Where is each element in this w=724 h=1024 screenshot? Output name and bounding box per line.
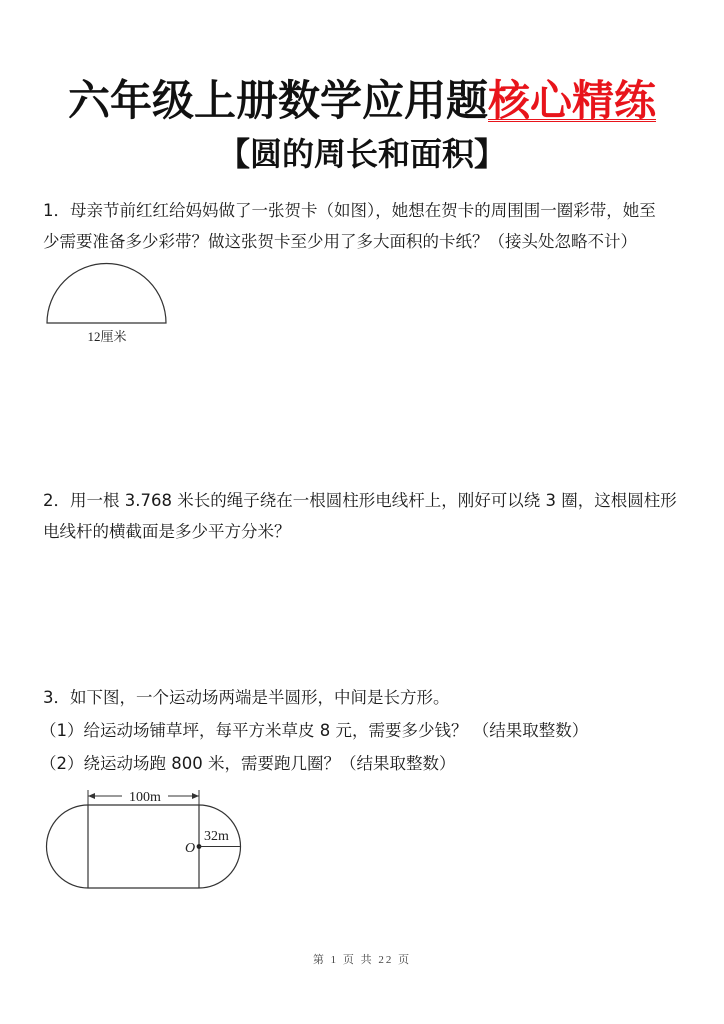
radius-label: 32m <box>204 829 229 844</box>
diameter-label: 12厘米 <box>87 329 127 344</box>
question-3-part-1: （1）给运动场铺草坪，每平方米草皮 8 元，需要多少钱？ （结果取整数） <box>40 721 589 740</box>
page-subtitle: 【圆的周长和面积】 <box>217 135 506 173</box>
running-track-figure <box>40 782 250 894</box>
title-red-highlight: 核心精练 <box>488 76 657 125</box>
title-black: 六年级上册数学应用题 <box>67 76 488 125</box>
question-2-line-2: 电线杆的横截面是多少平方分米？ <box>43 522 291 541</box>
semicircle-figure <box>40 258 180 350</box>
page-footer: 第 1 页 共 22 页 <box>312 954 412 966</box>
length-label: 100m <box>129 790 161 805</box>
question-1-line-2: 少需要准备多少彩带？做这张贺卡至少用了多大面积的卡纸？（接头处忽略不计） <box>43 232 637 251</box>
question-1-line-1: 1．母亲节前红红给妈妈做了一张贺卡（如图），她想在贺卡的周围围一圈彩带，她至 <box>43 201 656 220</box>
question-3-line-1: 3．如下图，一个运动场两端是半圆形，中间是长方形。 <box>43 688 450 707</box>
center-label: O <box>185 841 196 856</box>
question-3-part-2: （2）绕运动场跑 800 米，需要跑几圈？（结果取整数） <box>40 754 456 773</box>
page-title <box>0 76 724 126</box>
question-2-line-1: 2．用一根 3.768 米长的绳子绕在一根圆柱形电线杆上，刚好可以绕 3 圈，这根圆柱形 <box>43 491 677 510</box>
